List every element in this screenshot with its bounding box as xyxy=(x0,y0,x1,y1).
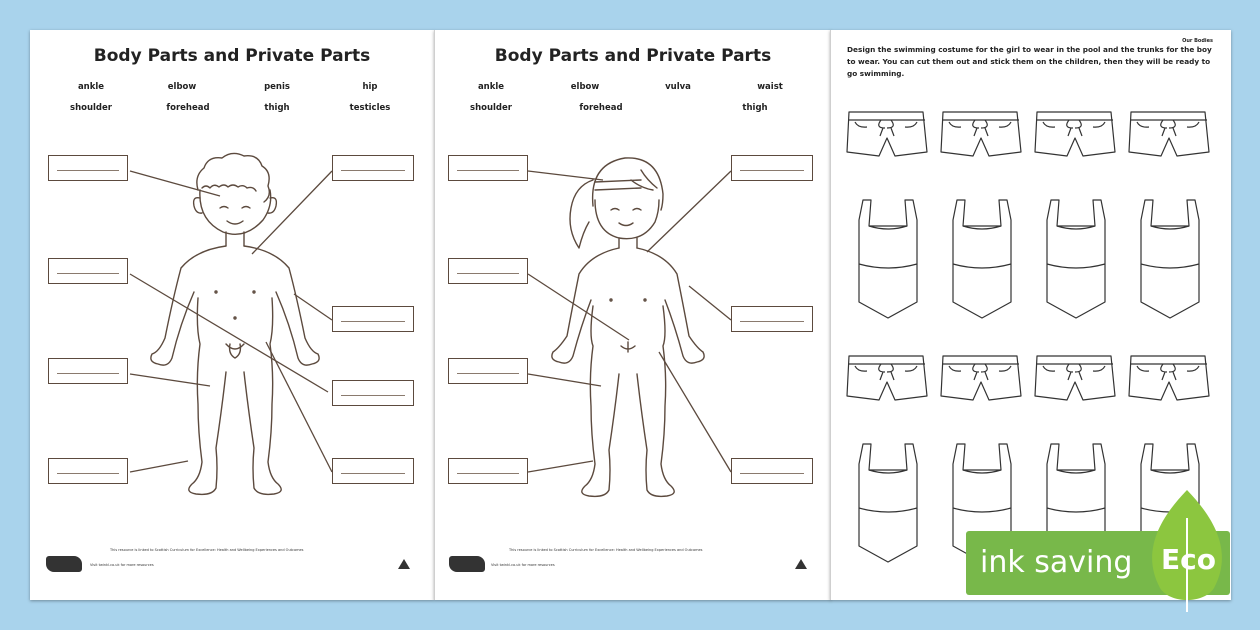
scotland-icon xyxy=(793,557,809,571)
word-bank-item: thigh xyxy=(742,103,768,113)
swim-trunks-cutout xyxy=(1035,112,1115,156)
word-bank-item: forehead xyxy=(166,103,210,113)
swim-trunks-cutout xyxy=(941,356,1021,400)
answer-box-left-1[interactable] xyxy=(48,155,128,181)
twinkl-logo xyxy=(449,556,485,572)
answer-box-left-4[interactable] xyxy=(48,458,128,484)
answer-box-right-1[interactable] xyxy=(332,155,414,181)
answer-box-left-2[interactable] xyxy=(48,258,128,284)
ink-saving-label: ink saving xyxy=(980,545,1133,580)
sheet-reference: Our Bodies xyxy=(1182,38,1213,44)
answer-box-left-2[interactable] xyxy=(448,258,528,284)
word-bank-item: shoulder xyxy=(470,103,512,113)
swimsuit-cutout xyxy=(859,444,917,562)
swimsuit-cutout xyxy=(953,200,1011,318)
twinkl-logo xyxy=(46,556,82,572)
word-bank-item: shoulder xyxy=(70,103,112,113)
eco-label: Eco xyxy=(1161,543,1216,576)
worksheet-title: Body Parts and Private Parts xyxy=(494,46,772,66)
footer-text: This resource is linked to Scottish Curriculum for Excellence: Health and Wellbeing Experiences and Outcomes xyxy=(509,548,703,552)
worksheet-girl xyxy=(434,30,831,600)
word-bank-item: penis xyxy=(264,82,290,92)
answer-box-right-4[interactable] xyxy=(332,458,414,484)
answer-box-right-2[interactable] xyxy=(731,306,813,332)
word-bank-item: thigh xyxy=(264,103,290,113)
swim-trunks-cutout xyxy=(847,356,927,400)
answer-box-left-3[interactable] xyxy=(448,358,528,384)
instructions-text: Design the swimming costume for the girl to wear in the pool and the trunks for the boy to wear. You can cut them out and stick them on the children, then they will be ready to go swimming. xyxy=(847,45,1212,78)
word-bank-item: hip xyxy=(362,82,378,92)
answer-box-right-3[interactable] xyxy=(731,458,813,484)
answer-box-right-2[interactable] xyxy=(332,306,414,332)
scotland-icon xyxy=(396,557,412,571)
word-bank-item: elbow xyxy=(570,82,600,92)
word-bank-item: vulva xyxy=(665,82,691,92)
word-bank-item: waist xyxy=(757,82,783,92)
footer-text: Visit twinkl.co.uk for more resources xyxy=(90,563,154,567)
swim-trunks-cutout xyxy=(1129,356,1209,400)
swimsuit-cutout xyxy=(859,200,917,318)
swimsuit-cutout xyxy=(1047,200,1105,318)
swim-trunks-cutout xyxy=(941,112,1021,156)
worksheet-title: Body Parts and Private Parts xyxy=(93,46,371,66)
worksheet-boy xyxy=(30,30,434,600)
answer-box-right-1[interactable] xyxy=(731,155,813,181)
answer-box-left-3[interactable] xyxy=(48,358,128,384)
word-bank-item: ankle xyxy=(477,82,505,92)
footer-text: Visit twinkl.co.uk for more resources xyxy=(491,563,555,567)
word-bank-item: forehead xyxy=(579,103,623,113)
word-bank-item: elbow xyxy=(167,82,197,92)
answer-box-right-3[interactable] xyxy=(332,380,414,406)
swimsuit-cutout xyxy=(1141,200,1199,318)
swim-trunks-cutout xyxy=(1129,112,1209,156)
word-bank-item: testicles xyxy=(349,103,391,113)
word-bank-item: ankle xyxy=(77,82,105,92)
swim-trunks-cutout xyxy=(1035,356,1115,400)
footer-text: This resource is linked to Scottish Curriculum for Excellence: Health and Wellbeing Experiences and Outcomes xyxy=(110,548,304,552)
swim-trunks-cutout xyxy=(847,112,927,156)
answer-box-left-4[interactable] xyxy=(448,458,528,484)
answer-box-left-1[interactable] xyxy=(448,155,528,181)
